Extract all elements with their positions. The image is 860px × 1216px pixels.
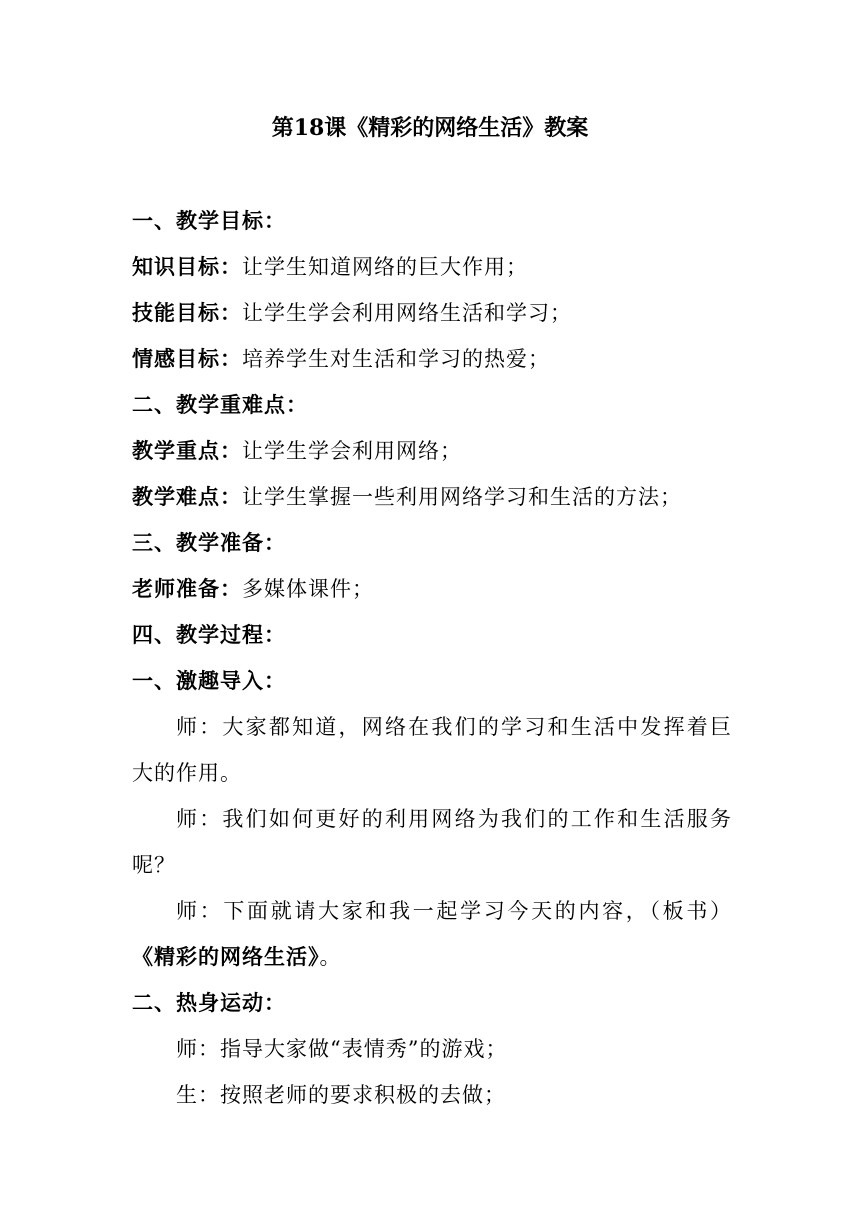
teacher-preparation-label: 老师准备： bbox=[132, 576, 242, 601]
emotion-objective bbox=[132, 336, 732, 382]
teaching-difficulty-text: 让学生掌握一些利用网络学习和生活的方法； bbox=[242, 485, 682, 509]
skill-objective-text: 让学生学会利用网络生活和学习； bbox=[242, 301, 572, 325]
teacher-preparation-text: 多媒体课件； bbox=[242, 577, 374, 601]
knowledge-objective-text: 让学生知道网络的巨大作用； bbox=[242, 255, 528, 279]
knowledge-objective bbox=[132, 244, 732, 290]
intro-paragraph-3-line-2 bbox=[132, 934, 732, 980]
intro-paragraph-1-line-2: 大的作用。 bbox=[132, 761, 242, 785]
objectives-heading: 一、教学目标： bbox=[132, 208, 286, 233]
preparation-heading: 三、教学准备： bbox=[132, 530, 286, 555]
intro-paragraph-3-line-1: 师：下面就请大家和我一起学习今天的内容，（板书） bbox=[176, 899, 732, 923]
teaching-difficulty-label: 教学难点： bbox=[132, 484, 242, 509]
warmup-paragraph-1: 师：指导大家做“表情秀”的游戏； bbox=[176, 1037, 508, 1061]
process-heading: 四、教学过程： bbox=[132, 622, 286, 647]
teaching-key-point-text: 让学生学会利用网络； bbox=[242, 439, 462, 463]
intro-paragraph-2-line-2: 呢？ bbox=[132, 853, 176, 877]
document-body bbox=[132, 198, 732, 1118]
keypoints-heading: 二、教学重难点： bbox=[132, 392, 308, 417]
warmup-paragraph-2: 生：按照老师的要求积极的去做； bbox=[176, 1083, 506, 1107]
teaching-key-point bbox=[132, 428, 732, 474]
intro-paragraph-1-line-1: 师：大家都知道，网络在我们的学习和生活中发挥着巨 bbox=[176, 715, 732, 739]
teaching-key-point-label: 教学重点： bbox=[132, 438, 242, 463]
lesson-title-board-period: 。 bbox=[319, 945, 342, 969]
teaching-difficulty bbox=[132, 474, 732, 520]
lesson-title-board: 《精彩的网络生活》 bbox=[132, 944, 320, 969]
emotion-objective-label: 情感目标： bbox=[132, 346, 242, 371]
skill-objective-label: 技能目标： bbox=[132, 300, 242, 325]
intro-heading: 一、激趣导入： bbox=[132, 668, 286, 693]
intro-paragraph-2-line-1: 师：我们如何更好的利用网络为我们的工作和生活服务 bbox=[176, 807, 732, 831]
document-title: 第18课《精彩的网络生活》教案 bbox=[271, 115, 589, 141]
warmup-heading: 二、热身运动： bbox=[132, 990, 286, 1015]
emotion-objective-text: 培养学生对生活和学习的热爱； bbox=[242, 347, 550, 371]
teacher-preparation bbox=[132, 566, 732, 612]
skill-objective bbox=[132, 290, 732, 336]
knowledge-objective-label: 知识目标： bbox=[132, 254, 242, 279]
